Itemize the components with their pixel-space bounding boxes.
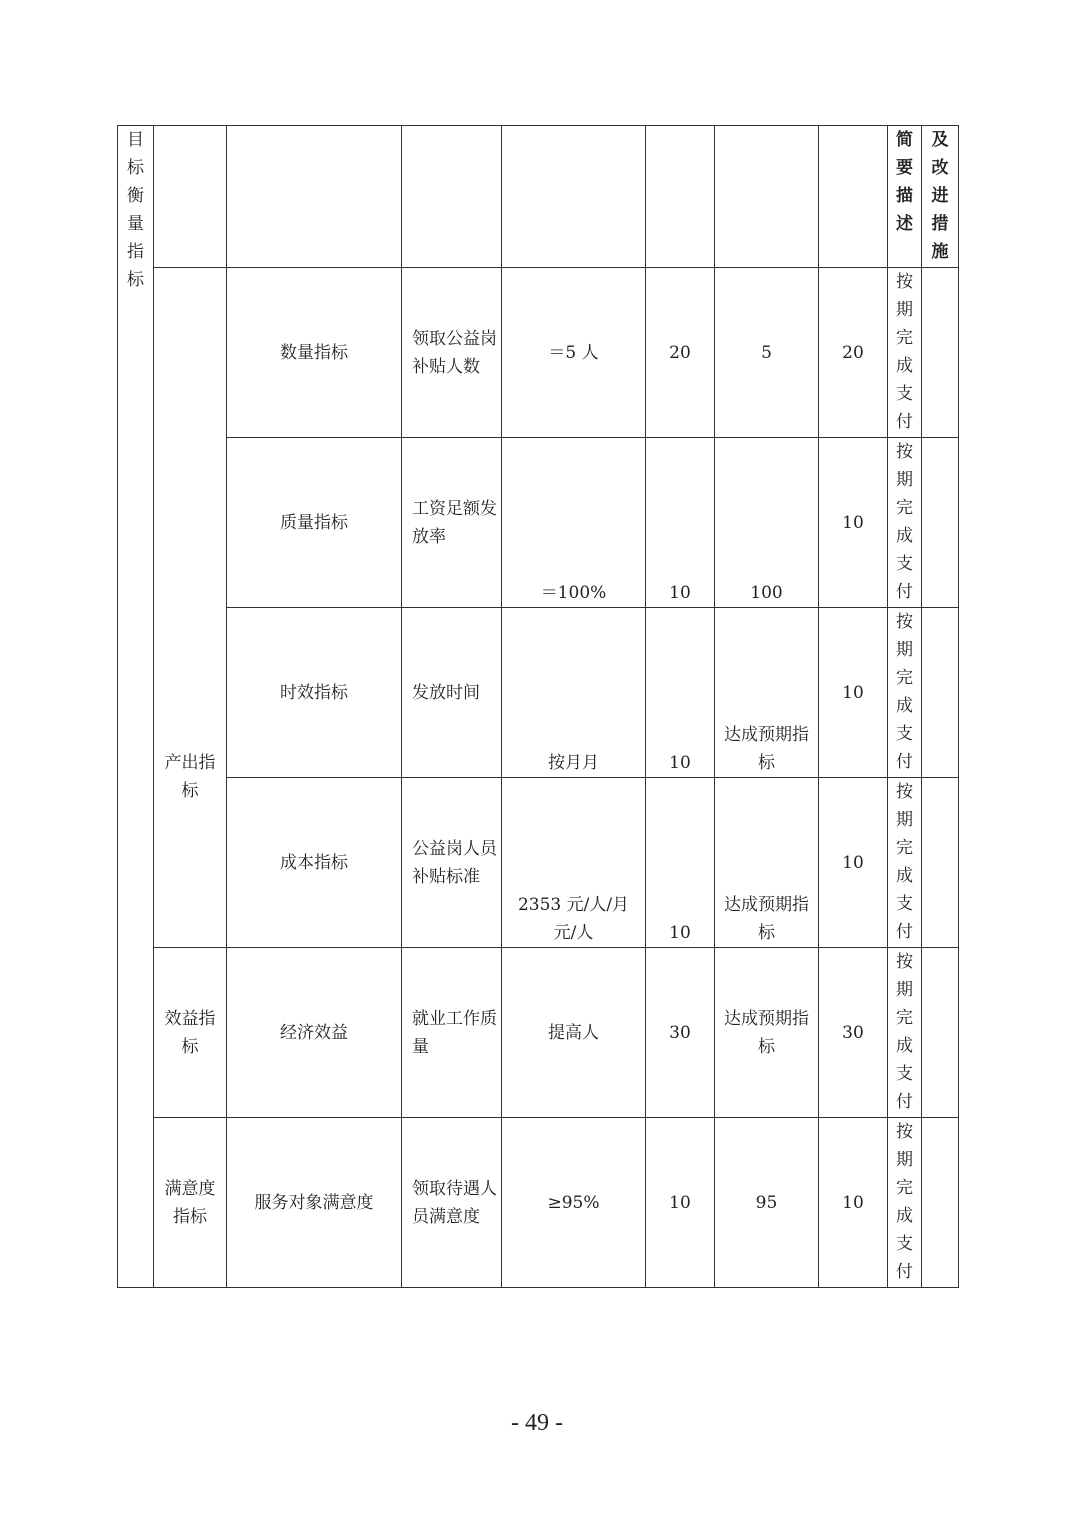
indicator-weight: 10 xyxy=(646,778,715,948)
indicator-score: 20 xyxy=(819,268,888,438)
indicator-score: 30 xyxy=(819,948,888,1118)
indicator-actual: 达成预期指标 xyxy=(715,948,819,1118)
indicator-note: 按期完成支付 xyxy=(888,1118,922,1288)
indicator-note: 按期完成支付 xyxy=(888,948,922,1118)
indicator-note: 按期完成支付 xyxy=(888,268,922,438)
performance-table xyxy=(117,125,959,1288)
indicator-score: 10 xyxy=(819,608,888,778)
brief-description-header: 简要描述 xyxy=(888,126,922,268)
indicator-desc: 工资足额发放率 xyxy=(402,438,502,608)
table-row xyxy=(118,778,959,948)
indicator-actual: 达成预期指标 xyxy=(715,608,819,778)
table-row xyxy=(118,268,959,438)
indicator-target: 提高人 xyxy=(502,948,646,1118)
improvement-measures-header: 及改进措施 xyxy=(922,126,959,268)
indicator-actual: 5 xyxy=(715,268,819,438)
indicator-target: ≥95% xyxy=(502,1118,646,1288)
group-benefit-label: 效益指标 xyxy=(154,948,227,1118)
indicator-note: 按期完成支付 xyxy=(888,608,922,778)
indicator-score: 10 xyxy=(819,438,888,608)
indicator-desc: 就业工作质量 xyxy=(402,948,502,1118)
indicator-target: ＝5 人 xyxy=(502,268,646,438)
table-row xyxy=(118,438,959,608)
indicator-desc: 领取公益岗补贴人数 xyxy=(402,268,502,438)
indicator-desc: 公益岗人员补贴标准 xyxy=(402,778,502,948)
indicator-weight: 30 xyxy=(646,948,715,1118)
indicator-name: 数量指标 xyxy=(227,268,402,438)
indicator-score: 10 xyxy=(819,778,888,948)
indicator-name: 成本指标 xyxy=(227,778,402,948)
indicator-weight: 10 xyxy=(646,1118,715,1288)
group-output-label: 产出指标 xyxy=(164,753,216,801)
indicator-desc: 发放时间 xyxy=(402,608,502,778)
indicator-weight: 20 xyxy=(646,268,715,438)
header-row xyxy=(118,126,959,268)
indicator-actual: 100 xyxy=(715,438,819,608)
indicator-name: 质量指标 xyxy=(227,438,402,608)
group-output-cell xyxy=(154,268,227,948)
table-row xyxy=(118,1118,959,1288)
target-indicator-column xyxy=(118,126,154,1288)
indicator-score: 10 xyxy=(819,1118,888,1288)
indicator-actual: 达成预期指标 xyxy=(715,778,819,948)
indicator-name: 经济效益 xyxy=(227,948,402,1118)
indicator-target: ＝100% xyxy=(502,438,646,608)
target-indicator-label: 目标衡量指标 xyxy=(127,130,144,290)
indicator-name: 时效指标 xyxy=(227,608,402,778)
indicator-weight: 10 xyxy=(646,438,715,608)
page-number: - 49 - xyxy=(511,1410,563,1436)
indicator-name: 服务对象满意度 xyxy=(227,1118,402,1288)
table-row xyxy=(118,948,959,1118)
indicator-actual: 95 xyxy=(715,1118,819,1288)
indicator-target: 2353 元/人/月元/人 xyxy=(502,778,646,948)
indicator-weight: 10 xyxy=(646,608,715,778)
indicator-note: 按期完成支付 xyxy=(888,438,922,608)
indicator-target: 按月月 xyxy=(502,608,646,778)
indicator-desc: 领取待遇人员满意度 xyxy=(402,1118,502,1288)
table-row xyxy=(118,608,959,778)
group-satisfaction-label: 满意度指标 xyxy=(154,1118,227,1288)
indicator-note: 按期完成支付 xyxy=(888,778,922,948)
